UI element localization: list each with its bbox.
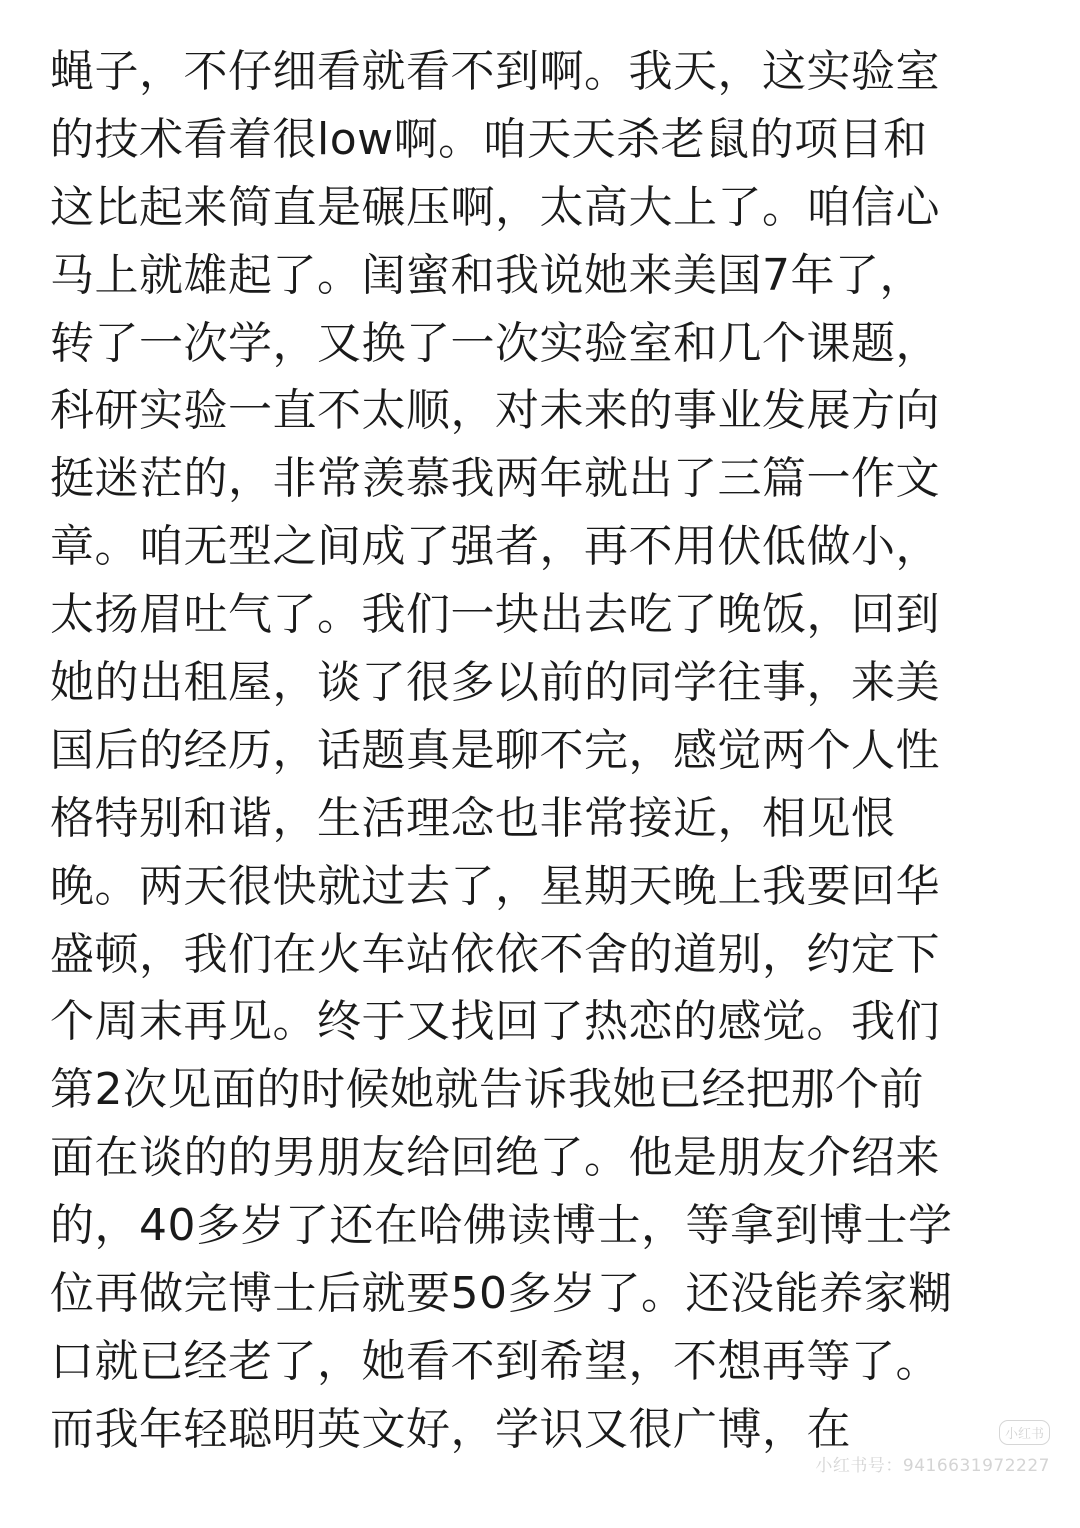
watermark	[815, 1420, 1050, 1476]
text-line: 面在谈的的男朋友给回绝了。他是朋友介绍来	[50, 1132, 940, 1184]
text-line: 口就已经老了，她看不到希望，不想再等了。	[50, 1335, 940, 1387]
text-line: 的，40多岁了还在哈佛读博士，等拿到博士学	[50, 1200, 953, 1252]
text-line: 她的出租屋，谈了很多以前的同学往事，来美	[50, 657, 940, 709]
text-line: 格特别和谐，生活理念也非常接近，相见恨	[50, 792, 896, 844]
text-line: 转了一次学，又换了一次实验室和几个课题，	[50, 317, 940, 369]
text-line: 第2次见面的时候她就告诉我她已经把那个前	[50, 1064, 924, 1116]
article-text	[50, 38, 1040, 1464]
text-line: 的技术看着很low啊。咱天天杀老鼠的项目和	[50, 113, 928, 165]
text-line: 盛顿，我们在火车站依依不舍的道别，约定下	[50, 928, 940, 980]
text-line: 马上就雄起了。闺蜜和我说她来美国7年了，	[50, 249, 924, 301]
text-line: 位再做完博士后就要50多岁了。还没能养家糊	[50, 1268, 953, 1320]
text-line: 晚。两天很快就过去了，星期天晚上我要回华	[50, 860, 940, 912]
text-line: 蝇子，不仔细看就看不到啊。我天，这实验室	[50, 46, 940, 97]
text-line: 这比起来简直是碾压啊，太高大上了。咱信心	[50, 181, 940, 233]
text-line: 而我年轻聪明英文好，学识又很广博，在	[50, 1403, 851, 1455]
text-line: 个周末再见。终于又找回了热恋的感觉。我们	[50, 996, 940, 1048]
text-line: 太扬眉吐气了。我们一块出去吃了晚饭，回到	[50, 589, 940, 641]
text-line: 国后的经历，话题真是聊不完，感觉两个人性	[50, 724, 940, 776]
text-line: 挺迷茫的，非常羡慕我两年就出了三篇一作文	[50, 453, 940, 505]
watermark-account-id: 小红书号：9416631972227	[815, 1456, 1050, 1476]
text-line: 科研实验一直不太顺，对未来的事业发展方向	[50, 385, 940, 437]
watermark-logo: 小红书	[999, 1420, 1050, 1445]
text-line: 章。咱无型之间成了强者，再不用伏低做小，	[50, 521, 940, 573]
